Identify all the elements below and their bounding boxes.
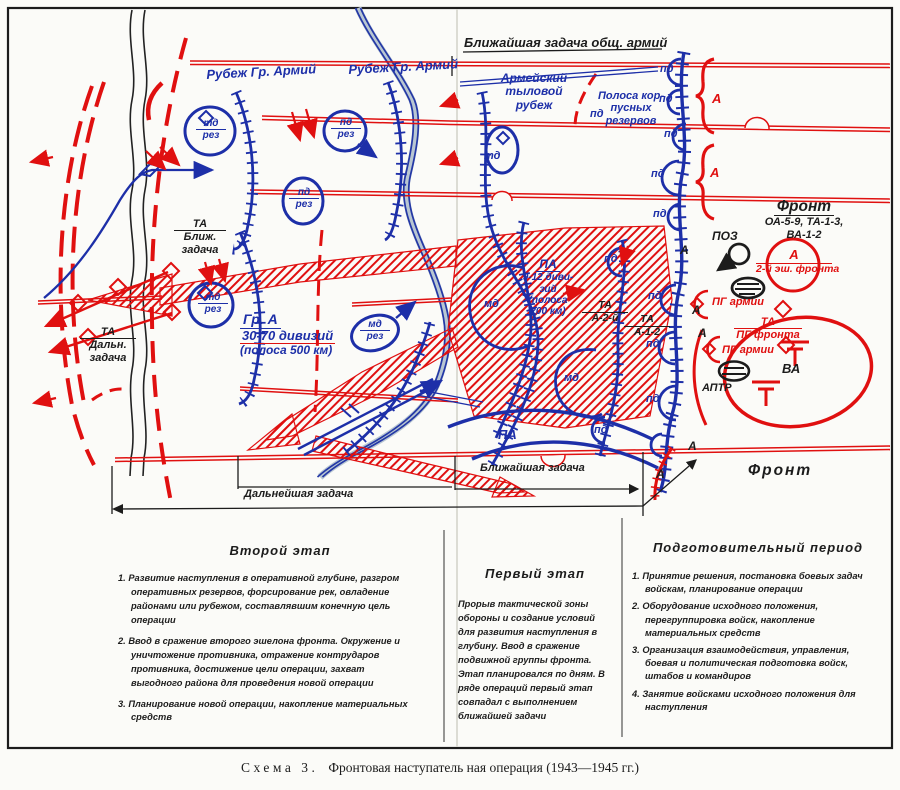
line: рез	[295, 199, 313, 211]
unit-pd: пд	[659, 93, 673, 105]
unit-pd: пд	[594, 424, 608, 436]
line: задача	[89, 351, 127, 364]
line: пд	[289, 187, 319, 199]
near-task-bottom-label: Ближайшая задача	[480, 462, 585, 474]
line: ТА	[624, 314, 670, 327]
line: 9-12 диви-	[522, 272, 574, 284]
list-item: 3. Планирование новой операции, накопление материальных средств	[118, 698, 408, 723]
list-item: 4. Занятие войсками исходного положения для наступления	[632, 688, 856, 712]
front-bottom-label: Фронт	[748, 462, 813, 479]
line: Армейский	[500, 71, 568, 85]
va-label: ВА	[782, 361, 801, 376]
ta-far-task-label	[80, 326, 136, 364]
line: 30-70 дивизий	[242, 327, 334, 343]
army-brace-label: А	[710, 165, 720, 180]
line: ТА	[80, 326, 136, 339]
far-task-bottom-label: Дальнейшая задача	[244, 488, 354, 500]
line: рез	[202, 130, 220, 142]
front-header	[744, 198, 864, 241]
front-title: Фронт	[774, 198, 834, 216]
unit-pd: пд	[651, 168, 665, 180]
line: ПГ фронта	[736, 329, 800, 342]
top-task-label: Ближайшая задача общ. армий	[464, 35, 668, 50]
line: рез	[204, 304, 222, 316]
line: ТА	[734, 316, 802, 329]
army-label: А	[656, 467, 665, 481]
pa-bottom-label: ПА	[498, 427, 517, 442]
list-item: 3. Организация взаимодействия, управления, боевая и политическая подготовка войск, штабов и командиров	[632, 644, 850, 682]
md-rez-label	[360, 319, 390, 342]
caption-text: Фронтовая наступатель ная операция (1943—1945 гг.)	[328, 760, 640, 775]
line: резервов	[605, 114, 657, 127]
aptr-label: АПТР	[702, 382, 732, 394]
line: рез	[337, 129, 355, 141]
unit-pd: пд	[646, 393, 660, 405]
list-item: 1. Принятие решения, постановка боевых задач войскам, планирование операции	[632, 571, 863, 595]
unit-pd: пд	[604, 253, 618, 265]
list-item: 2. Ввод в сражение второго эшелона фронта. Окружение и уничтожение противника, отражение контрударов противника, достижение цели операции, захват выгодного района для проведения новой операции	[118, 635, 400, 688]
line: А-1-2	[633, 325, 661, 338]
unit-pd: пд	[660, 63, 674, 75]
second-stage-list	[118, 572, 418, 732]
front-armies: ОА-5-9, ТА-1-3,	[764, 216, 844, 229]
line: пд	[331, 117, 361, 129]
second-echelon-label	[756, 247, 840, 275]
line: задача	[181, 243, 219, 256]
line: тд	[196, 118, 226, 130]
figure-caption	[0, 760, 880, 776]
ta-near-task-label	[174, 218, 226, 256]
pd-rez-label	[331, 117, 361, 140]
poz-label: ПОЗ	[712, 229, 738, 243]
army-rear-label	[492, 72, 576, 112]
line: А	[756, 248, 832, 264]
army-label: А	[680, 243, 689, 257]
line: зий	[539, 283, 557, 295]
line: (полоса 500 км)	[240, 343, 333, 358]
unit-md: мд	[564, 372, 579, 384]
army-label: А	[688, 439, 697, 453]
ta-a12-label	[624, 314, 670, 339]
rubezh-left-label: Рубеж Гр. Армий	[205, 61, 317, 82]
line: мд	[360, 319, 390, 331]
unit-td: тд	[484, 150, 501, 162]
line: ТА	[174, 218, 226, 231]
line: тд	[198, 292, 228, 304]
line: А-2-й	[591, 311, 619, 324]
line: Полоса кор-	[597, 90, 665, 102]
front-air: ВА-1-2	[786, 228, 822, 241]
army-label: А	[698, 326, 707, 340]
unit-pd: пд	[653, 208, 667, 220]
group-armies-label	[240, 312, 335, 358]
line: рубеж	[515, 97, 553, 112]
line: 2-й эш. фронта	[756, 262, 840, 275]
unit-md: мд	[484, 298, 499, 310]
caption-number: Схема 3.	[240, 760, 319, 775]
second-stage-title: Второй этап	[229, 543, 331, 558]
line: Ближ.	[183, 231, 217, 244]
unit-pd: пд	[664, 128, 678, 140]
pd-rez-label	[289, 187, 319, 210]
first-stage-body: Прорыв тактической зоны обороны и создание условий для развития наступления в глубину. Ввод в сражение подвижной группы фронта. Этап планировался по дням. В ряде операций первый этап совпадал с выполнением ближайшей задачи	[458, 599, 605, 721]
line: ПА	[536, 258, 559, 272]
line: пусных	[610, 102, 652, 115]
line: рез	[366, 331, 384, 343]
td-rez-label	[196, 118, 226, 141]
list-item: 2. Оборудование исходного положения, перегруппировка войск, накопление материальных средств	[632, 601, 819, 638]
rubezh-right-label: Рубеж Гр. Армий	[347, 56, 459, 77]
list-item: 1. Развитие наступления в оперативной глубине, разгром оперативных резервов, форсирование рек, овладение районами или рубежом, составлявшим конечную цель операции	[118, 573, 400, 625]
ta-a2-label	[582, 300, 628, 325]
prep-period-title: Подготовительный период	[652, 540, 864, 555]
pa-army-label	[514, 258, 582, 317]
army-label: А	[692, 303, 701, 317]
line: тыловой	[505, 84, 563, 99]
unit-pd: пд	[648, 290, 662, 302]
line: ТА	[582, 300, 628, 313]
prep-period-list	[632, 570, 884, 718]
line: Дальн.	[89, 339, 127, 352]
line: 200 км)	[530, 306, 566, 317]
line: Гр. А	[240, 312, 281, 329]
line: (полоса	[528, 294, 568, 306]
td-rez-label	[198, 292, 228, 315]
pg-army-label: ПГ армии	[712, 296, 764, 308]
army-brace-label: А	[712, 91, 722, 106]
pg-army-label: ПГ армии	[722, 344, 774, 356]
unit-pd: пд	[590, 108, 604, 120]
first-stage-title: Первый этап	[485, 566, 585, 581]
ta-pg-front-label	[734, 316, 802, 342]
unit-pd: пд	[646, 338, 660, 350]
